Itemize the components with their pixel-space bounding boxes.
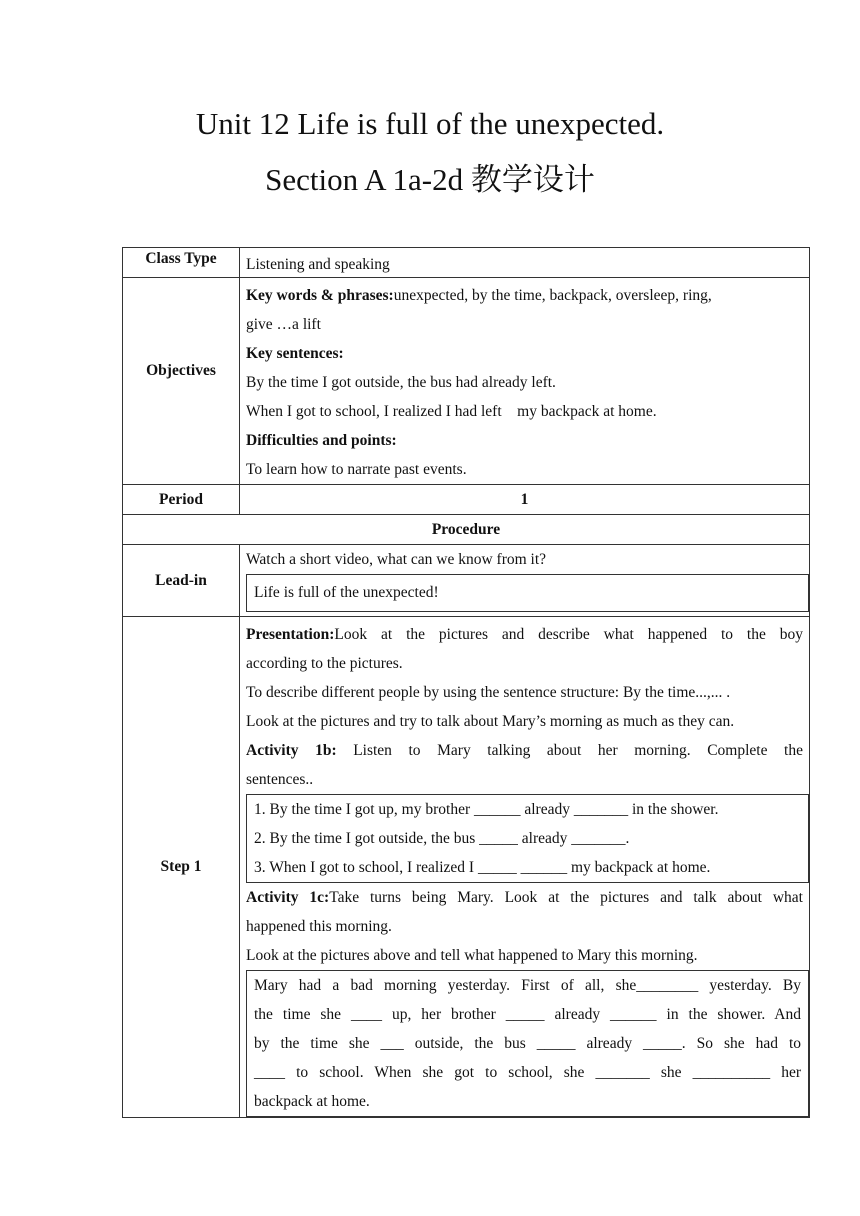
tell-line: Look at the pictures above and tell what happened to Mary this morning. — [246, 947, 698, 964]
document-title: Unit 12 Life is full of the unexpected. — [195, 106, 665, 141]
activity-1c-text: Take turns being Mary. Look at the pictures and talk about what — [329, 889, 803, 906]
step1-row — [123, 617, 810, 1118]
paragraph-line-5: backpack at home. — [254, 1093, 370, 1110]
describe-line: To describe different people by using the sentence structure: By the time...,... . — [246, 684, 731, 701]
period-value: 1 — [240, 485, 810, 515]
activity-1c-line — [246, 883, 803, 912]
fill-in-box — [246, 794, 809, 883]
paragraph-box — [246, 970, 809, 1117]
presentation-line — [246, 620, 803, 649]
activity-1b-line — [246, 736, 803, 765]
objectives-row — [123, 278, 810, 485]
class-type-row — [123, 248, 810, 278]
activity-1c-continued: happened this morning. — [246, 918, 392, 935]
difficulties-text: To learn how to narrate past events. — [246, 461, 467, 478]
key-sentence-2: When I got to school, I realized I had left my backpack at home. — [246, 403, 657, 420]
period-label: Period — [123, 485, 240, 515]
key-words-text: unexpected, by the time, backpack, oversleep, ring, — [393, 287, 712, 304]
lead-in-label: Lead-in — [123, 545, 240, 617]
mary-morning-line: Look at the pictures and try to talk about Mary’s morning as much as they can. — [246, 713, 735, 730]
activity-1c-label: Activity 1c: — [246, 889, 330, 906]
activity-1b-continued: sentences.. — [246, 771, 314, 788]
lead-in-box — [246, 574, 809, 612]
lead-in-box-text: Life is full of the unexpected! — [254, 584, 439, 601]
key-words-line — [246, 281, 803, 310]
procedure-row — [123, 515, 810, 545]
presentation-label: Presentation: — [246, 626, 335, 643]
paragraph-line-4: ____ to school. When she got to school, she _______ she __________ her — [254, 1064, 801, 1081]
class-type-value: Listening and speaking — [246, 256, 390, 273]
objectives-label: Objectives — [123, 278, 240, 485]
procedure-heading: Procedure — [123, 515, 810, 545]
activity-1b-label: Activity 1b: — [246, 742, 337, 759]
class-type-label: Class Type — [123, 248, 240, 278]
activity-1b-text: Listen to Mary talking about her morning. Complete the — [336, 742, 803, 759]
presentation-continued: according to the pictures. — [246, 655, 403, 672]
paragraph-line-2: the time she ____ up, her brother _____ already ______ in the shower. And — [254, 1006, 801, 1023]
fill-item-3: 3. When I got to school, I realized I _____ ______ my backpack at home. — [254, 859, 711, 876]
key-sentences-label: Key sentences: — [246, 345, 344, 362]
presentation-text: Look at the pictures and describe what happened to the boy — [334, 626, 803, 643]
key-sentence-1: By the time I got outside, the bus had already left. — [246, 374, 556, 391]
key-words-continued: give …a lift — [246, 316, 321, 333]
document-subtitle: Section A 1a-2d 教学设计 — [265, 162, 595, 197]
paragraph-line-1: Mary had a bad morning yesterday. First of all, she________ yesterday. By — [254, 977, 801, 994]
lesson-plan-table — [122, 247, 810, 1118]
key-words-label: Key words & phrases: — [246, 287, 394, 304]
paragraph-line-3: by the time she ___ outside, the bus _____ already _____. So she had to — [254, 1035, 801, 1052]
fill-item-2: 2. By the time I got outside, the bus _____ already _______. — [254, 830, 630, 847]
difficulties-label: Difficulties and points: — [246, 432, 397, 449]
step1-label: Step 1 — [123, 617, 240, 1118]
period-row — [123, 485, 810, 515]
lead-in-row — [123, 545, 810, 617]
fill-item-1: 1. By the time I got up, my brother ______ already _______ in the shower. — [254, 801, 719, 818]
lead-in-prompt: Watch a short video, what can we know from it? — [246, 551, 547, 568]
